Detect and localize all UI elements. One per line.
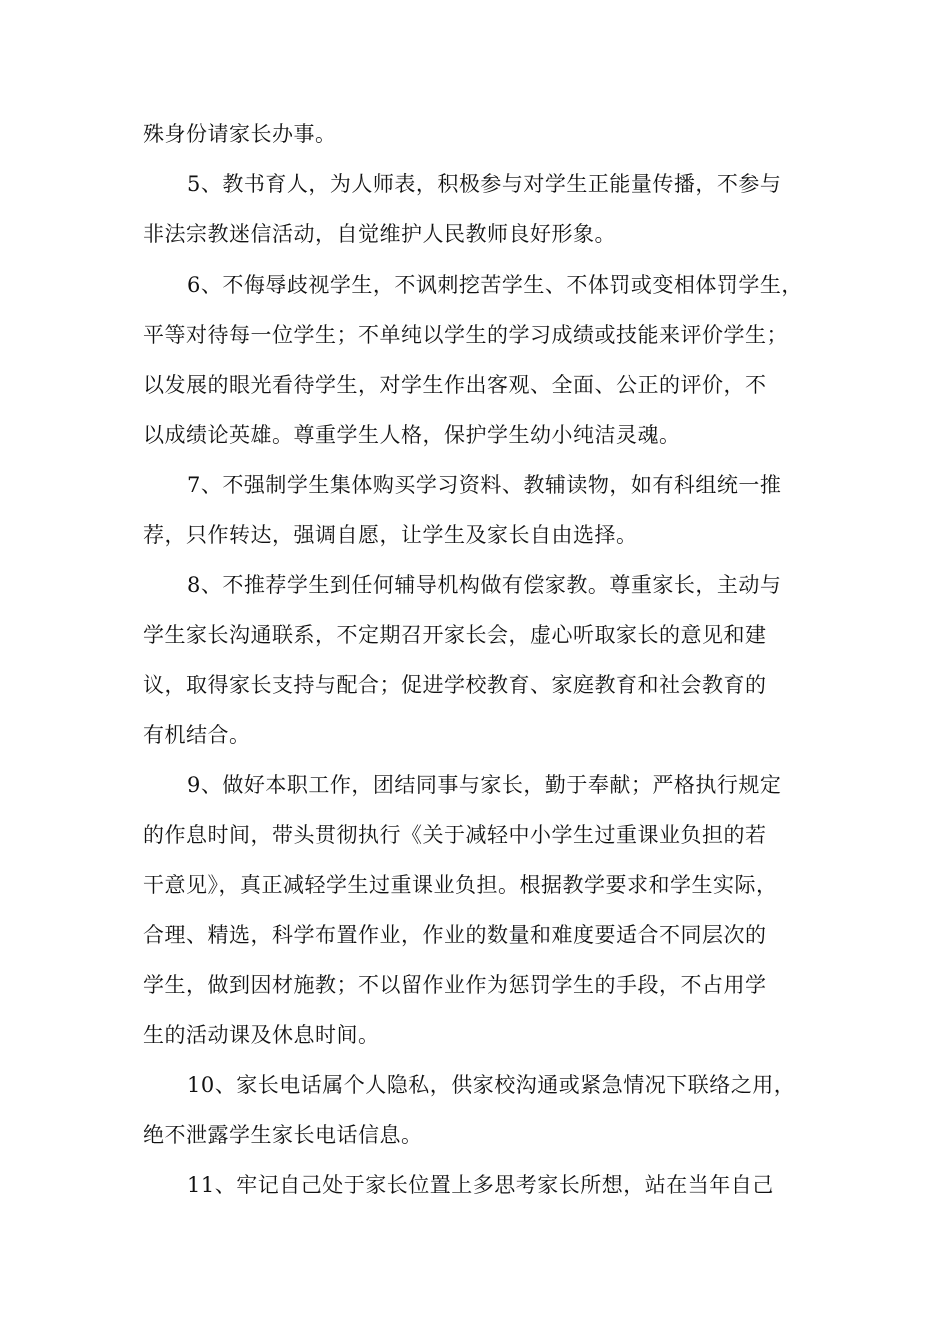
item-6-line-3: 以发展的眼光看待学生，对学生作出客观、全面、公正的评价，不 bbox=[143, 373, 767, 397]
item-9-line-5: 学生，做到因材施教；不以留作业作为惩罚学生的手段，不占用学 bbox=[143, 973, 767, 997]
text-line-1: 殊身份请家长办事。 bbox=[143, 122, 337, 146]
item-8-line-1: 8、不推荐学生到任何辅导机构做有偿家教。尊重家长，主动与 bbox=[187, 573, 782, 597]
item-9-line-4: 合理、精选，科学布置作业，作业的数量和难度要适合不同层次的 bbox=[143, 923, 767, 947]
item-6-line-2: 平等对待每一位学生；不单纯以学生的学习成绩或技能来评价学生； bbox=[143, 323, 788, 347]
item-10-line-2: 绝不泄露学生家长电话信息。 bbox=[143, 1123, 423, 1147]
item-6-line-1: 6、不侮辱歧视学生，不讽刺挖苦学生、不体罚或变相体罚学生， bbox=[187, 273, 803, 297]
item-8-line-2: 学生家长沟通联系，不定期召开家长会，虚心听取家长的意见和建 bbox=[143, 623, 767, 647]
item-10-line-1: 10、家长电话属个人隐私，供家校沟通或紧急情况下联络之用， bbox=[187, 1073, 796, 1097]
item-7-line-1: 7、不强制学生集体购买学习资料、教辅读物，如有科组统一推 bbox=[187, 473, 782, 497]
item-11-line-1: 11、牢记自己处于家长位置上多思考家长所想，站在当年自己 bbox=[187, 1173, 774, 1197]
item-9-line-2: 的作息时间，带头贯彻执行《关于减轻中小学生过重课业负担的若 bbox=[143, 823, 767, 847]
item-9-line-1: 9、做好本职工作，团结同事与家长，勤于奉献；严格执行规定 bbox=[187, 773, 782, 797]
item-6-line-4: 以成绩论英雄。尊重学生人格，保护学生幼小纯洁灵魂。 bbox=[143, 423, 681, 447]
item-8-line-3: 议，取得家长支持与配合；促进学校教育、家庭教育和社会教育的 bbox=[143, 673, 767, 697]
item-8-line-4: 有机结合。 bbox=[143, 723, 251, 747]
item-9-line-3: 干意见》，真正减轻学生过重课业负担。根据教学要求和学生实际， bbox=[143, 873, 778, 897]
item-5-line-1: 5、教书育人，为人师表，积极参与对学生正能量传播，不参与 bbox=[187, 172, 782, 196]
item-7-line-2: 荐，只作转达，强调自愿，让学生及家长自由选择。 bbox=[143, 523, 638, 547]
item-5-line-2: 非法宗教迷信活动，自觉维护人民教师良好形象。 bbox=[143, 222, 616, 246]
item-9-line-6: 生的活动课及休息时间。 bbox=[143, 1023, 380, 1047]
